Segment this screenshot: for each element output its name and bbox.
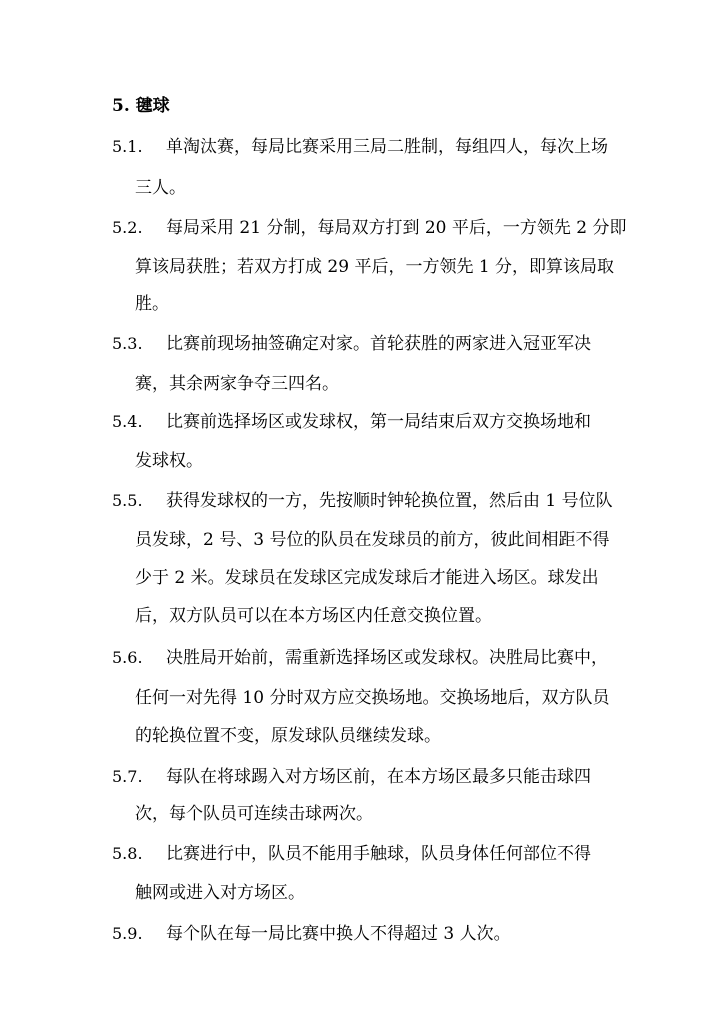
item-text-line: 任何一对先得 10 分时双方应交换场地。交换场地后，双方队员 [135, 688, 610, 708]
item-number: 5.8. [112, 844, 143, 863]
item-text-line: 算该局获胜；若双方打成 29 平后，一方领先 1 分，即算该局取 [135, 257, 615, 277]
item-text-line: 每队在将球踢入对方场区前，在本方场区最多只能击球四 [166, 767, 591, 787]
item-text-line: 胜。 [135, 294, 169, 314]
item-text-line: 赛，其余两家争夺三四名。 [135, 374, 339, 394]
item-number: 5.2. [112, 218, 143, 237]
item-text-line: 每局采用 21 分制，每局双方打到 20 平后，一方领先 2 分即 [166, 218, 627, 238]
item-text-line: 的轮换位置不变，原发球队员继续发球。 [135, 726, 441, 746]
item-text-line: 发球权。 [135, 451, 203, 471]
item-text-line: 比赛进行中，队员不能用手触球，队员身体任何部位不得 [166, 844, 591, 864]
item-text-line: 决胜局开始前，需重新选择场区或发球权。决胜局比赛中， [166, 648, 608, 668]
item-text-line: 单淘汰赛，每局比赛采用三局二胜制，每组四人，每次上场 [166, 137, 608, 157]
item-number: 5.7. [112, 767, 143, 786]
item-number: 5.5. [112, 491, 143, 510]
item-text-line: 每个队在每一局比赛中换人不得超过 3 人次。 [166, 924, 511, 944]
item-text-line: 获得发球权的一方，先按顺时钟轮换位置，然后由 1 号位队 [166, 491, 613, 511]
item-number: 5.1. [112, 137, 143, 156]
section-heading: 5. 毽球 [112, 96, 170, 116]
item-text-line: 三人。 [135, 178, 186, 198]
item-text-line: 比赛前选择场区或发球权，第一局结束后双方交换场地和 [166, 412, 591, 432]
item-text-line: 少于 2 米。发球员在发球区完成发球后才能进入场区。球发出 [135, 568, 599, 588]
item-text-line: 后，双方队员可以在本方场区内任意交换位置。 [135, 606, 492, 626]
item-text-line: 比赛前现场抽签确定对家。首轮获胜的两家进入冠亚军决 [166, 334, 591, 354]
item-number: 5.3. [112, 334, 143, 353]
item-number: 5.6. [112, 648, 143, 667]
item-number: 5.9. [112, 924, 143, 943]
item-number: 5.4. [112, 412, 143, 431]
item-text-line: 触网或进入对方场区。 [135, 883, 305, 903]
item-text-line: 次，每个队员可连续击球两次。 [135, 804, 373, 824]
item-text-line: 员发球，2 号、3 号位的队员在发球员的前方，彼此间相距不得 [135, 530, 610, 550]
